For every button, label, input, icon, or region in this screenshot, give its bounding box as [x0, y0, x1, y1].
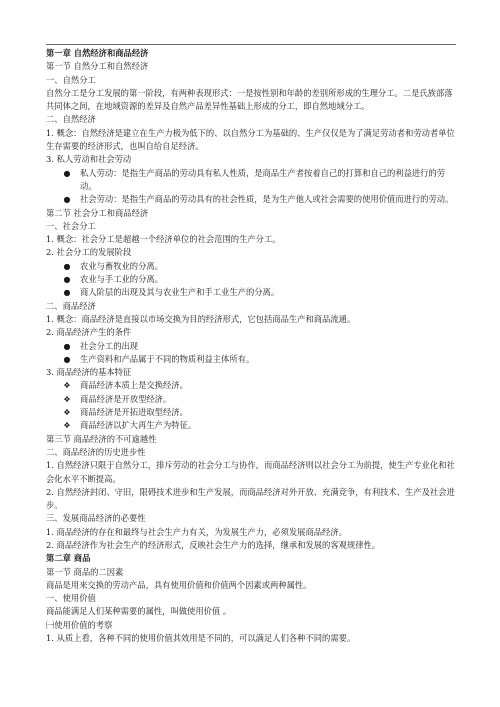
diamond-bullet-icon: ❖	[63, 408, 71, 418]
text-line: 二、自然经济	[46, 114, 96, 125]
text-line: 三、发展商品经济的必要性	[46, 513, 146, 524]
list-item	[46, 379, 456, 392]
list-item	[46, 273, 456, 286]
text-line: 第二节 社会分工和商品经济	[46, 207, 149, 218]
list-item	[46, 286, 456, 299]
list-item	[46, 340, 456, 353]
list-item-text: 生产资料和产品属于不同的物质利益主体所有。	[80, 353, 255, 364]
text-line: 第三节 商品经济的不可逾越性	[46, 433, 157, 444]
list-item	[46, 419, 456, 432]
diamond-bullet-icon: ❖	[63, 394, 71, 404]
list-item	[46, 260, 456, 273]
list-item-text: 农业与手工业的分离。	[80, 274, 163, 285]
text-line: 2. 自然经济封闭、守旧，限碍技术进步和生产发展，而商品经济对外开放、充满竞争，有利技术、生产及社会进步。	[46, 486, 455, 511]
text-line: 第一节 自然分工和自然经济	[46, 61, 149, 72]
list-item	[46, 393, 456, 406]
text-line: 一、社会分工	[46, 220, 96, 231]
text-line: 3. 私人劳动和社会劳动	[46, 154, 132, 165]
list-item	[46, 353, 456, 366]
bullet-icon: ●	[63, 168, 71, 178]
list-item-text: 农业与畜牧业的分离。	[80, 260, 163, 271]
text-line: 2. 商品经济产生的条件	[46, 327, 132, 338]
text-line: 商品是用来交换的劳动产品，具有使用价值和价值两个因素或两种属性。	[46, 579, 312, 590]
bullet-icon: ●	[63, 275, 71, 285]
text-line: 1. 自然经济只限于自然分工，排斥劳动的社会分工与协作，而商品经济则以社会分工为前提，使生产专业化和社会化水平不断提高。	[46, 460, 455, 484]
header-rule	[46, 44, 456, 45]
list-item-text: 社会分工的出现	[80, 340, 139, 351]
list-item-text: 商品经济是开放型经济。	[80, 393, 172, 404]
text-line: 1. 从质上看，各种不同的使用价值其效用是不同的，可以满足人们各种不同的需要。	[46, 633, 356, 644]
bullet-icon: ●	[63, 261, 71, 271]
list-item-text: 商品经济是开拓进取型经济。	[80, 407, 188, 418]
bullet-icon: ●	[63, 354, 71, 364]
text-line: 二、商品经济	[46, 300, 96, 311]
document-body	[46, 43, 456, 645]
bullet-icon: ●	[63, 341, 71, 351]
list-item-text: 社会劳动：是指生产商品的劳动具有的社会性质，是为生产他人或社会需要的使用价值而进行的劳动。	[80, 194, 454, 205]
text-line: 1. 概念：社会分工是超越一个经济单位的社会范围的生产分工。	[46, 234, 281, 245]
text-line: 商品能满足人们某种需要的属性，叫做使用价值 。	[46, 606, 232, 617]
text-line: 二、商品经济的历史进步性	[46, 446, 146, 457]
text-line: 2. 社会分工的发展阶段	[46, 247, 132, 258]
list-item-text: 商品经济以扩大再生产为特征。	[80, 420, 197, 431]
chapter-heading: 第一章 自然经济和商品经济	[46, 48, 149, 58]
list-item-text: 商品经济本质上是交换经济。	[80, 380, 188, 391]
chapter-heading: 第二章 商品	[46, 553, 91, 564]
text-line: 1. 概念：商品经济是直接以市场交换为目的经济形式，它包括商品生产和商品流通。	[46, 313, 356, 324]
text-line: 1. 概念：自然经济是建立在生产力极为低下的、以自然分工为基础的、生产仅仅是为了满足劳动者和劳动者单位生存需要的经济形式，也叫自给自足经济。	[46, 127, 455, 152]
bullet-icon: ●	[63, 195, 71, 205]
text-line: 第一节 商品的二因素	[46, 566, 124, 577]
list-item-text: 私人劳动：是指生产商品的劳动具有私人性质，是商品生产者按着自己的打算和自己的利益进行的劳动。	[80, 167, 446, 191]
text-line: 1. 商品经济的存在和最终与社会生产力有关，为发展生产力，必须发展商品经济。	[46, 526, 347, 537]
diamond-bullet-icon: ❖	[63, 381, 71, 391]
list-item	[46, 167, 456, 194]
text-line: 一、自然分工	[46, 74, 96, 85]
list-item	[46, 193, 456, 206]
list-item	[46, 406, 456, 419]
text-line: 3. 商品经济的基本特征	[46, 367, 132, 378]
text-line: ㈠使用价值的考察	[46, 619, 113, 630]
text-line: 一、使用价值	[46, 593, 96, 604]
bullet-icon: ●	[63, 288, 71, 298]
diamond-bullet-icon: ❖	[63, 421, 71, 431]
text-line: 自然分工是分工发展的第一阶段，有两种表现形式：一是按性别和年龄的差别所形成的生理分工。二是氏族部落共同体之间，在地域资源的差异及自然产品差异性基础上形成的分工，即自然地域分工。	[46, 87, 453, 112]
list-item-text: 商人阶层的出现及其与农业生产和手工业生产的分离。	[80, 287, 280, 298]
text-line: 2. 商品经济作为社会生产的经济形式，反映社会生产力的选择，继承和发展的客观规律性。	[46, 539, 381, 550]
